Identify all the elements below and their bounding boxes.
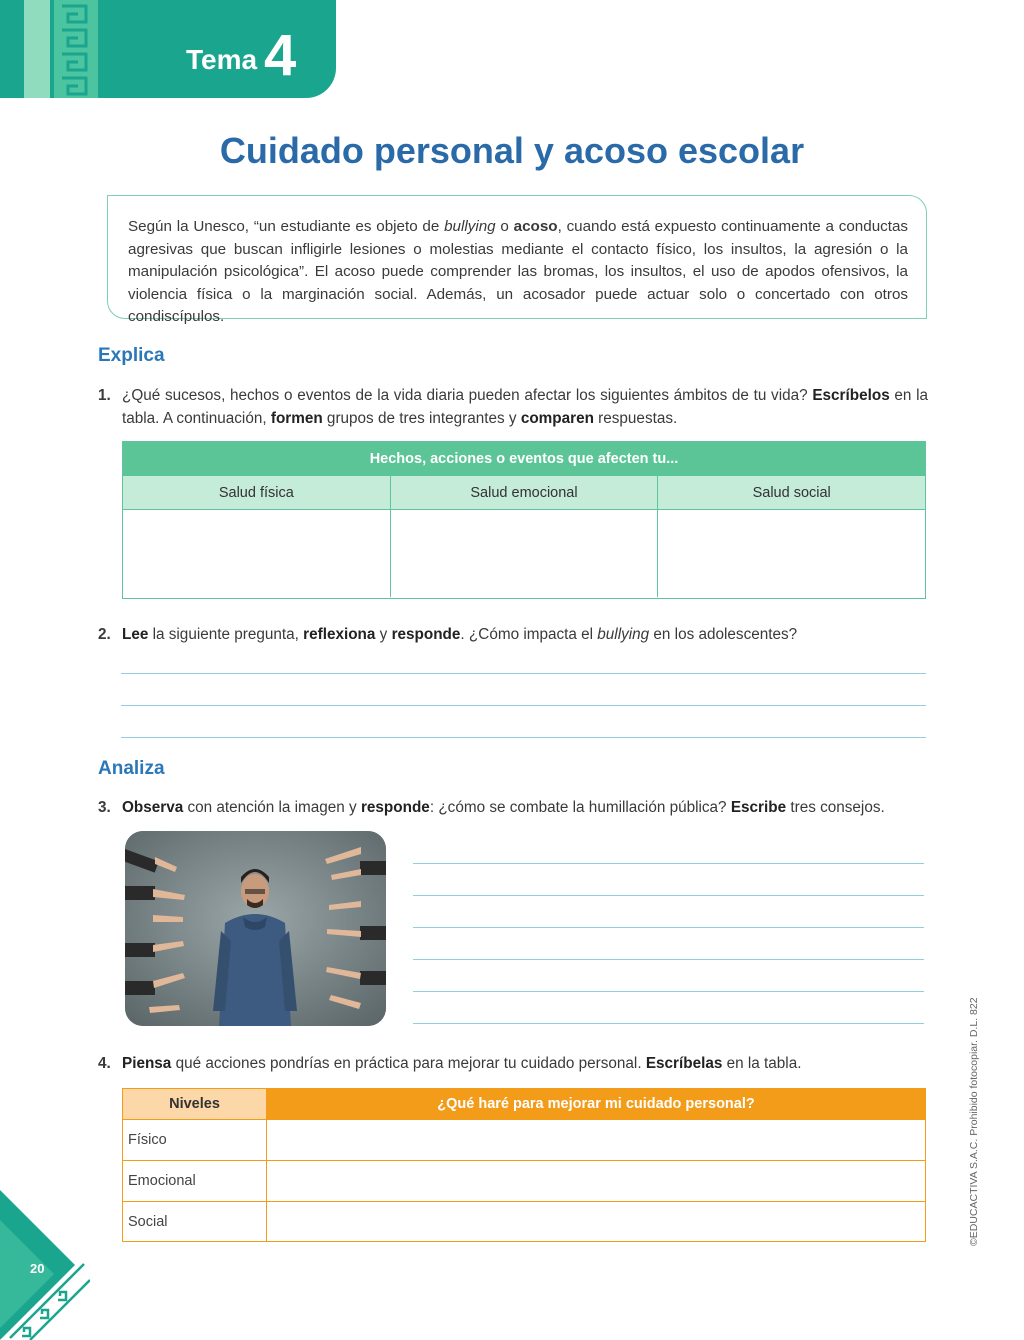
- question-number: 4.: [98, 1055, 111, 1072]
- answer-line[interactable]: [413, 1023, 924, 1024]
- answer-cell-fisico[interactable]: [267, 1120, 925, 1160]
- question-number: 1.: [98, 387, 111, 404]
- answer-line[interactable]: [121, 737, 926, 738]
- column-header-salud-fisica: Salud física: [218, 484, 294, 501]
- answer-line[interactable]: [413, 959, 924, 960]
- tema-header: [0, 0, 336, 98]
- table-answer-row: [123, 509, 925, 597]
- bullying-photo: [125, 831, 386, 1026]
- column-header-niveles: Niveles: [123, 1089, 267, 1119]
- intro-text: Según la Unesco, “un estudiante es objeto de bullying o acoso, cuando está expuesto continuamente a conductas agresivas que buscan infligirle lesiones o molestias mediante el contacto físico, los insultos, la agresión o la manipulación psicológica”. El acoso puede comprender las bromas, los insultos, el uso de apodos ofensivos, la violencia física o la marginación social. Además, un acosador puede actuar solo o concertado con otros condiscípulos.: [128, 218, 908, 325]
- header-stripe: [24, 0, 50, 98]
- answer-line[interactable]: [413, 863, 924, 864]
- page-title: Cuidado personal y acoso escolar: [219, 130, 805, 171]
- question-3: [98, 796, 928, 819]
- question-number: 3.: [98, 799, 111, 816]
- table-row: [123, 1201, 925, 1242]
- page-number: 20: [30, 1261, 45, 1276]
- table-header-row: [123, 1089, 925, 1119]
- question-1: [98, 384, 928, 430]
- table-row: [123, 1119, 925, 1160]
- question-number: 2.: [98, 626, 111, 643]
- column-header-acciones: ¿Qué haré para mejorar mi cuidado personal?: [267, 1089, 925, 1119]
- tema-label: Tema: [186, 44, 258, 75]
- answer-cell-emocional[interactable]: [267, 1161, 925, 1201]
- section-heading-explica: Explica: [98, 345, 165, 366]
- answer-cell-salud-emocional[interactable]: [390, 510, 658, 597]
- answer-cell-salud-fisica[interactable]: [123, 510, 390, 597]
- answer-line[interactable]: [413, 895, 924, 896]
- answer-line[interactable]: [121, 705, 926, 706]
- pointing-hands-illustration: [125, 831, 386, 1026]
- answer-cell-salud-social[interactable]: [657, 510, 925, 597]
- row-label-social: Social: [123, 1202, 267, 1242]
- answer-line[interactable]: [413, 991, 924, 992]
- copyright-notice: ©EDUCACTIVA S.A.C. Prohibido fotocopiar. D.L. 822: [968, 997, 980, 1246]
- question-text: ¿Qué sucesos, hechos o eventos de la vida diaria pueden afectar los siguientes ámbitos de tu vida? Escríbelos en la tabla. A continuación, formen grupos de tres integrantes y comparen respuestas.: [122, 387, 929, 427]
- corner-ornament-icon: [0, 1190, 90, 1340]
- section-heading-analiza: Analiza: [98, 758, 165, 779]
- question-text: Observa con atención la imagen y responde: ¿cómo se combate la humillación pública? Escribe tres consejos.: [122, 799, 885, 816]
- question-text: Piensa qué acciones pondrías en práctica para mejorar tu cuidado personal. Escríbelas en la tabla.: [122, 1055, 802, 1072]
- table-header: Hechos, acciones o eventos que afecten tu...: [123, 442, 925, 476]
- self-care-table: [122, 1088, 926, 1242]
- answer-line[interactable]: [413, 927, 924, 928]
- table-row: [123, 1160, 925, 1201]
- intro-box: [107, 195, 927, 325]
- greek-key-ornament-icon: [58, 2, 90, 96]
- answer-line[interactable]: [121, 673, 926, 674]
- column-header-salud-emocional: Salud emocional: [390, 476, 658, 509]
- question-4: [98, 1052, 928, 1075]
- table-column-headers: [123, 476, 925, 509]
- question-2: [98, 623, 928, 646]
- health-table: [122, 441, 926, 599]
- answer-cell-social[interactable]: [267, 1202, 925, 1242]
- row-label-emocional: Emocional: [123, 1161, 267, 1201]
- row-label-fisico: Físico: [123, 1120, 267, 1160]
- question-text: Lee la siguiente pregunta, reflexiona y responde. ¿Cómo impacta el bullying en los adolescentes?: [122, 626, 798, 643]
- tema-number: 4: [264, 23, 297, 88]
- column-header-salud-social: Salud social: [657, 476, 925, 509]
